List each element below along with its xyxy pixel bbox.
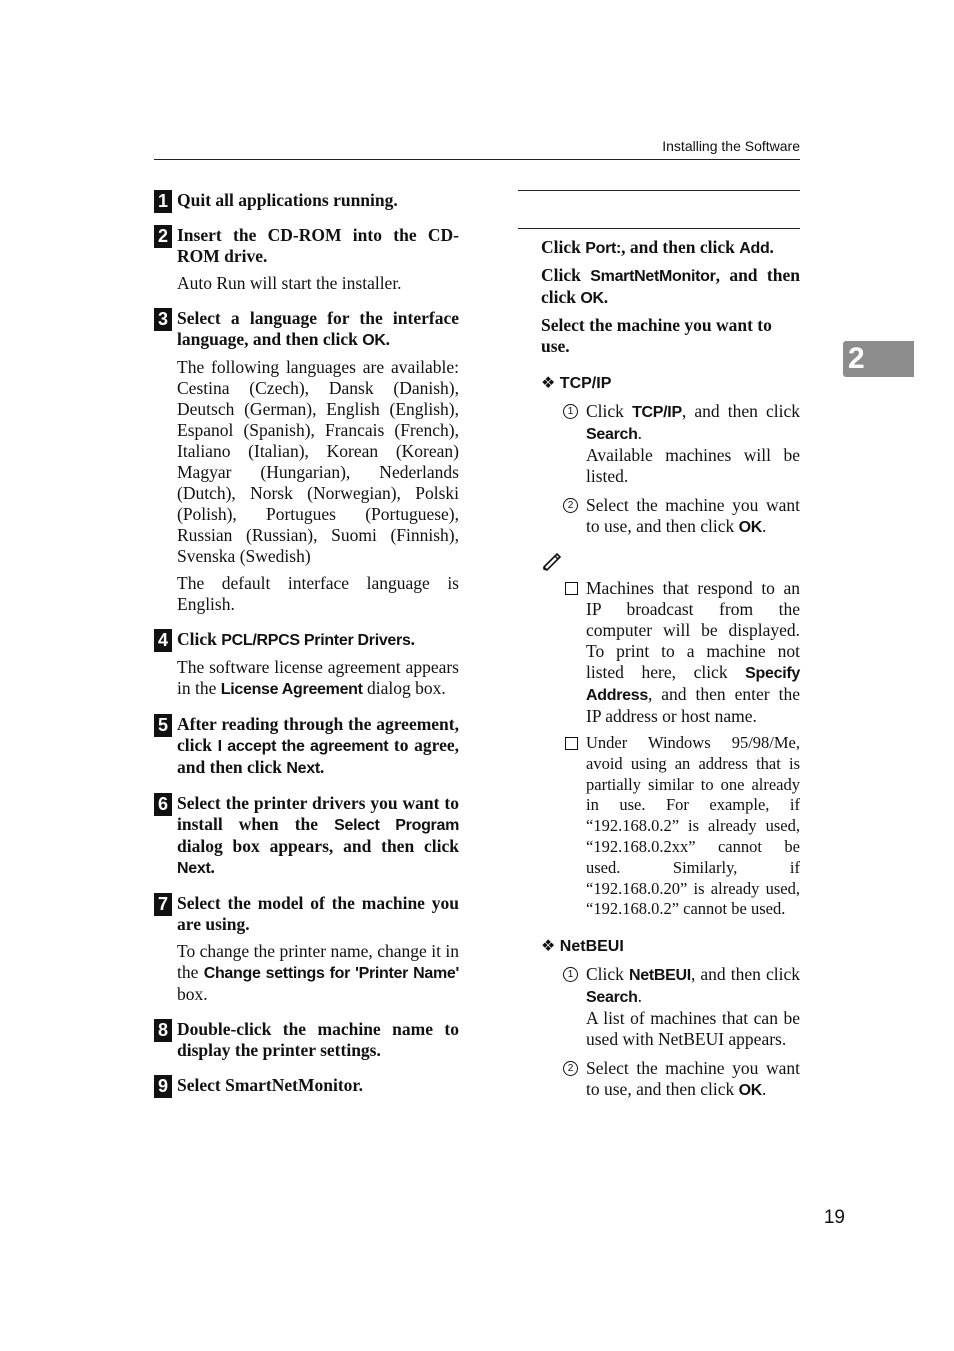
step-number: 6 <box>154 793 172 816</box>
step-title: Select a language for the interface language, and then click OK. <box>177 308 459 349</box>
step-1 <box>154 190 459 211</box>
step-2 <box>154 225 459 294</box>
default-language-paragraph: The default interface language is English. <box>177 573 459 614</box>
change-settings-ref: Change settings for 'Printer Name' <box>203 965 460 982</box>
step-3 <box>154 308 459 615</box>
note-item: Machines that respond to an IP broadcast from the computer will be displayed. To print to a machine not listed here, click Specify Address, and then enter the IP address or host name. <box>518 578 800 727</box>
netbeui-substep-1: 1 Click NetBEUI, and then click Search. A list of machines that can be used with NetBEUI appears. <box>518 964 800 1050</box>
select-program-ref: Select Program <box>334 817 460 834</box>
running-header: Installing the Software <box>662 138 800 154</box>
circled-number: 2 <box>563 498 578 513</box>
step-title: Select the printer drivers you want to install when the Select Program dialog box appears, and then click Next. <box>177 793 460 877</box>
license-agreement-ref: License Agreement <box>220 681 363 698</box>
tcpip-heading: ❖ TCP/IP <box>541 375 612 392</box>
step-smartnetmonitor: Click SmartNetMonitor, and then click OK. <box>541 265 800 307</box>
step-title: After reading through the agreement, click I accept the agreement to agree, and then click Next. <box>177 714 460 777</box>
step-divider <box>518 190 800 191</box>
next-button-ref: Next <box>177 860 211 877</box>
step-4 <box>154 629 459 700</box>
left-column <box>154 190 459 1110</box>
step-title: Select SmartNetMonitor. <box>177 1075 363 1095</box>
step-number: 5 <box>154 714 172 737</box>
netbeui-ref: NetBEUI <box>629 967 691 985</box>
step-body: The software license agreement appears in the License Agreement dialog box. <box>177 657 459 698</box>
circled-number: 1 <box>563 404 578 419</box>
languages-paragraph: The following languages are available: Cestina (Czech), Dansk (Danish), Deutsch (German), English (English), Espanol (Spanish), Francais (French), Italiano (Italian), Korean (Korean) Magyar (Hungarian), Nederlands (Dutch), Norsk (Norwegian), Polski (Polish), Portugues (Portuguese), Russian (Russian), Suomi (Finnish), Svenska (Swedish) <box>177 357 459 566</box>
chapter-tab: 2 <box>843 341 914 377</box>
step-title: Double-click the machine name to display the printer settings. <box>177 1019 459 1060</box>
checkbox-bullet-icon <box>565 737 578 750</box>
step-title: Insert the CD-ROM into the CD-ROM drive. <box>177 225 459 266</box>
step-title: Select the model of the machine you are using. <box>177 893 459 934</box>
tcpip-ref: TCP/IP <box>632 404 682 421</box>
step-port-add: Click Port:, and then click Add. <box>541 237 774 257</box>
page-number: 19 <box>823 1207 845 1228</box>
search-button-ref: Search <box>586 989 638 1007</box>
circled-number: 1 <box>563 967 578 982</box>
step-9 <box>154 1075 459 1096</box>
step-5 <box>154 714 459 779</box>
step-body: To change the printer name, change it in the Change settings for 'Printer Name' box. <box>177 941 460 1004</box>
step-8 <box>154 1019 459 1061</box>
step-number: 9 <box>154 1075 172 1098</box>
step-6 <box>154 793 459 879</box>
ok-button-ref: OK <box>738 1082 763 1100</box>
search-button-ref: Search <box>586 426 638 443</box>
circled-number: 2 <box>563 1061 578 1076</box>
add-button-ref: Add <box>739 240 770 257</box>
step-body: Auto Run will start the installer. <box>177 273 402 293</box>
ok-button-ref: OK <box>738 519 763 536</box>
pcl-rpcs-drivers-ref: PCL/RPCS Printer Drivers <box>221 632 411 649</box>
ok-button-ref: OK <box>580 290 604 307</box>
step-select-machine: Select the machine you want to use. <box>541 315 772 356</box>
checkbox-bullet-icon <box>565 582 578 595</box>
specify-address-ref: Specify Address <box>586 665 800 704</box>
step-number: 2 <box>154 225 172 248</box>
tcpip-substep-1: 1 Click TCP/IP, and then click Search. Available machines will be listed. <box>518 401 800 487</box>
step-number: 1 <box>154 190 172 213</box>
step-7 <box>154 893 459 1005</box>
step-number: 8 <box>154 1019 172 1042</box>
accept-agreement-ref: I accept the agreement <box>217 738 389 755</box>
right-column <box>518 190 800 1109</box>
step-title: Quit all applications running. <box>177 190 398 210</box>
next-button-ref: Next <box>286 760 320 777</box>
tcpip-substep-2: 2 Select the machine you want to use, and then click OK. <box>518 495 800 538</box>
step-number: 7 <box>154 893 172 916</box>
ok-button-ref: OK <box>362 332 386 349</box>
port-ref: Port: <box>585 240 622 257</box>
smartnetmonitor-ref: SmartNetMonitor <box>590 268 716 285</box>
netbeui-substep-2: 2 Select the machine you want to use, and then click OK. <box>518 1058 800 1101</box>
step-number: 3 <box>154 308 172 331</box>
step-title: Click PCL/RPCS Printer Drivers. <box>177 629 415 649</box>
header-rule <box>154 159 800 160</box>
note-item: Under Windows 95/98/Me, avoid using an address that is partially similar to one already in use. For example, if “192.168.0.2” is already used, “192.168.0.2xx” cannot be used. Similarly, if “192.168.0.20” is already used, “192.168.0.2” cannot be used. <box>518 733 800 920</box>
step-body <box>177 357 459 615</box>
step-number: 4 <box>154 629 172 652</box>
step-divider <box>518 228 800 229</box>
netbeui-heading: ❖ NetBEUI <box>541 938 624 956</box>
pencil-note-icon <box>518 552 800 574</box>
